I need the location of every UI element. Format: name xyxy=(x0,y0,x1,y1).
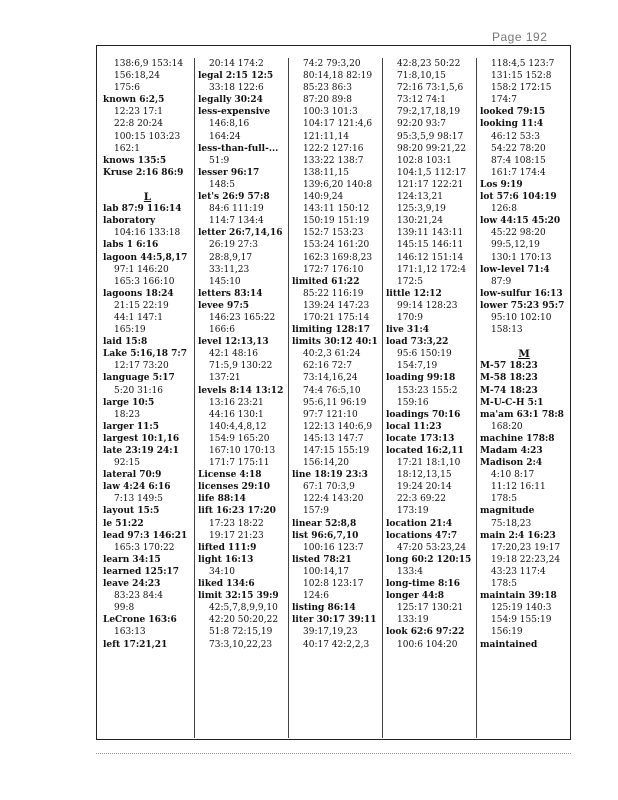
index-refs: 147:15 155:19 xyxy=(303,446,370,456)
index-term: Madison 2:4 xyxy=(480,458,543,469)
index-refs: 146:8,16 xyxy=(209,119,250,130)
index-refs: 157:9 xyxy=(303,506,329,517)
index-refs: 124:6 xyxy=(303,591,329,602)
section-letter: L xyxy=(143,191,152,204)
index-refs: 121:11,14 xyxy=(303,131,349,142)
index-refs: 4:10 8:17 xyxy=(491,470,535,481)
index-refs: 42:5,7,8,9,9,10 xyxy=(209,603,278,614)
index-term: learned 125:17 xyxy=(103,566,180,577)
index-term: lifted 111:9 xyxy=(198,542,257,553)
index-term: letter 26:7,14,16 xyxy=(198,228,283,239)
index-refs: 72:16 73:1,5,6 xyxy=(397,83,464,94)
index-refs: 165:3 170:22 xyxy=(114,542,175,553)
index-refs: 85:22 116:19 xyxy=(303,288,364,299)
index-refs: 156:19 xyxy=(491,627,523,638)
index-refs: 40:17 42:2,2,3 xyxy=(303,639,370,650)
index-refs: 73:3,10,22,23 xyxy=(209,639,273,650)
index-refs: 130:1 170:13 xyxy=(491,252,552,263)
index-term: maintain 39:18 xyxy=(480,591,557,602)
index-refs: 126:8 xyxy=(491,204,517,215)
index-refs: 146:12 151:14 xyxy=(397,252,464,263)
index-term: level 12:13,13 xyxy=(198,337,269,348)
index-refs: 33:18 122:6 xyxy=(209,83,264,94)
index-column-3 xyxy=(288,58,382,738)
index-refs: 44:16 130:1 xyxy=(209,409,264,420)
index-refs: 150:19 151:19 xyxy=(303,216,370,227)
index-refs: 87:4 108:15 xyxy=(491,155,546,166)
index-refs: 152:7 153:23 xyxy=(303,228,364,239)
index-refs: 71:5,9 130:22 xyxy=(209,361,273,372)
index-refs: 47:20 53:23,24 xyxy=(397,542,467,553)
index-refs: 42:8,23 50:22 xyxy=(397,59,461,69)
index-refs: 138:6,9 153:14 xyxy=(114,59,184,69)
index-term: low-sulfur 16:13 xyxy=(480,288,563,299)
index-term: laid 15:8 xyxy=(103,337,148,348)
index-refs: 95:3,5,9 98:17 xyxy=(397,131,464,142)
index-term: Lake 5:16,18 7:7 xyxy=(103,349,188,360)
index-term: levee 97:5 xyxy=(198,300,250,311)
index-refs: 54:22 78:20 xyxy=(491,143,546,154)
index-term: locations 47:7 xyxy=(386,530,458,541)
index-refs: 143:11 150:12 xyxy=(303,204,370,215)
index-refs: 99:8 xyxy=(114,603,135,614)
index-refs: 104:16 133:18 xyxy=(114,228,181,239)
index-refs: 20:14 174:2 xyxy=(209,59,264,69)
index-refs: 79:2,17,18,19 xyxy=(397,107,461,118)
index-term: locate 173:13 xyxy=(386,433,455,444)
index-term: labs 1 6:16 xyxy=(103,240,159,251)
index-refs: 44:1 147:1 xyxy=(114,312,164,323)
index-refs: 18:23 xyxy=(114,409,140,420)
index-refs: 73:14,16,24 xyxy=(303,373,358,384)
index-refs: 145:13 147:7 xyxy=(303,433,364,444)
index-term: low 44:15 45:20 xyxy=(480,216,561,227)
index-term: lagoons 18:24 xyxy=(103,288,174,299)
index-term: let's 26:9 57:8 xyxy=(198,192,270,203)
index-refs: 175:6 xyxy=(114,83,140,94)
index-refs: 51:8 72:15,19 xyxy=(209,627,273,638)
index-refs: 148:5 xyxy=(209,179,235,190)
index-term: learn 34:15 xyxy=(103,554,161,565)
index-refs: 43:23 117:4 xyxy=(491,566,546,577)
index-column-1 xyxy=(100,58,194,738)
index-refs: 100:16 123:7 xyxy=(303,542,364,553)
index-refs: 85:23 86:3 xyxy=(303,83,353,94)
index-refs: 146:23 165:22 xyxy=(209,312,276,323)
index-term: large 10:5 xyxy=(103,397,155,408)
index-refs: 122:13 140:6,9 xyxy=(303,421,373,432)
index-term: load 73:3,22 xyxy=(386,337,449,348)
index-refs: 167:10 170:13 xyxy=(209,446,276,456)
index-term: live 31:4 xyxy=(386,325,430,336)
index-term: limited 61:22 xyxy=(292,276,360,287)
index-refs: 161:7 174:4 xyxy=(491,167,546,178)
index-refs: 97:7 121:10 xyxy=(303,409,358,420)
index-term: looked 79:15 xyxy=(480,107,546,118)
index-refs: 102:8 103:1 xyxy=(397,155,452,166)
index-column-4 xyxy=(382,58,476,738)
index-refs: 165:3 166:10 xyxy=(114,276,175,287)
index-refs: 172:5 xyxy=(397,276,423,287)
index-refs: 171:7 175:11 xyxy=(209,458,270,469)
index-refs: 170:9 xyxy=(397,312,423,323)
index-refs: 99:14 128:23 xyxy=(397,300,458,311)
index-term: lab 87:9 116:14 xyxy=(103,204,182,215)
index-term: list 96:6,7,10 xyxy=(292,530,359,541)
index-refs: 75:18,23 xyxy=(491,518,532,529)
index-term: left 17:21,21 xyxy=(103,639,168,650)
index-term: knows 135:5 xyxy=(103,155,167,166)
index-term: lesser 96:17 xyxy=(198,167,260,178)
index-refs: 122:2 127:16 xyxy=(303,143,364,154)
index-term: letters 83:14 xyxy=(198,288,263,299)
index-term: less-expensive xyxy=(198,107,271,118)
index-refs: 28:8,9,17 xyxy=(209,252,253,263)
index-term: listing 86:14 xyxy=(292,603,356,614)
index-refs: 33:11,23 xyxy=(209,264,250,275)
index-term: linear 52:8,8 xyxy=(292,518,357,529)
index-refs: 162:1 xyxy=(114,143,140,154)
section-spacer xyxy=(480,336,568,348)
index-refs: 22:3 69:22 xyxy=(397,494,447,505)
index-refs: 158:2 172:15 xyxy=(491,83,552,94)
index-term: main 2:4 16:23 xyxy=(480,530,556,541)
index-refs: 83:23 84:4 xyxy=(114,591,164,602)
index-refs: 87:20 89:8 xyxy=(303,95,353,106)
index-refs: 18:12,13,15 xyxy=(397,470,452,481)
index-term: levels 8:14 13:12 xyxy=(198,385,284,396)
index-refs: 19:24 20:14 xyxy=(397,482,452,493)
index-refs: 17:23 18:22 xyxy=(209,518,264,529)
index-refs: 74:4 76:5,10 xyxy=(303,385,361,396)
index-term: liter 30:17 39:11 xyxy=(292,615,377,626)
index-term: M-58 18:23 xyxy=(480,373,538,384)
index-refs: 12:17 73:20 xyxy=(114,361,169,372)
index-refs: 133:22 138:7 xyxy=(303,155,364,166)
index-term: Kruse 2:16 86:9 xyxy=(103,167,184,178)
index-refs: 100:3 101:3 xyxy=(303,107,358,118)
index-refs: 98:20 99:21,22 xyxy=(397,143,467,154)
index-refs: 162:3 169:8,23 xyxy=(303,252,373,263)
index-term: low-level 71:4 xyxy=(480,264,550,275)
index-refs: 21:15 22:19 xyxy=(114,300,169,311)
index-refs: 153:24 161:20 xyxy=(303,240,370,251)
index-refs: 172:7 176:10 xyxy=(303,264,364,275)
index-term: larger 11:5 xyxy=(103,421,159,432)
index-refs: 133:4 xyxy=(397,566,423,577)
index-refs: 84:6 111:19 xyxy=(209,204,264,215)
index-term: language 5:17 xyxy=(103,373,175,384)
index-refs: 13:16 23:21 xyxy=(209,397,264,408)
index-term: le 51:22 xyxy=(103,518,144,529)
index-term: lot 57:6 104:19 xyxy=(480,192,557,203)
index-refs: 145:10 xyxy=(209,276,241,287)
index-refs: 46:12 53:3 xyxy=(491,131,541,142)
index-refs: 154:9 165:20 xyxy=(209,433,270,444)
index-refs: 156:14,20 xyxy=(303,458,349,469)
index-term: limits 30:12 40:1 xyxy=(292,337,378,348)
index-refs: 34:10 xyxy=(209,566,235,577)
index-refs: 121:17 122:21 xyxy=(397,179,464,190)
index-refs: 130:21,24 xyxy=(397,216,443,227)
index-refs: 138:11,15 xyxy=(303,167,349,178)
index-refs: 100:15 103:23 xyxy=(114,131,181,142)
index-refs: 100:6 104:20 xyxy=(397,639,458,650)
page-label: Page 192 xyxy=(492,30,548,44)
index-refs: 80:14,18 82:19 xyxy=(303,71,373,82)
index-term: long 60:2 120:15 xyxy=(386,554,472,565)
index-refs: 87:9 xyxy=(491,276,512,287)
index-term: M-U-C-H 5:1 xyxy=(480,397,544,408)
index-term: machine 178:8 xyxy=(480,433,555,444)
index-refs: 62:16 72:7 xyxy=(303,361,353,372)
index-refs: 5:20 31:16 xyxy=(114,385,164,396)
index-term: layout 15:5 xyxy=(103,506,160,517)
index-refs: 17:21 18:1,10 xyxy=(397,458,461,469)
index-refs: 39:17,19,23 xyxy=(303,627,358,638)
index-column-5 xyxy=(476,58,570,738)
index-refs: 173:19 xyxy=(397,506,429,517)
index-term: M-74 18:23 xyxy=(480,385,538,396)
section-spacer xyxy=(103,179,192,191)
index-term: LeCrone 163:6 xyxy=(103,615,177,626)
index-term: location 21:4 xyxy=(386,518,453,529)
index-refs: 97:1 146:20 xyxy=(114,264,169,275)
index-refs: 51:9 xyxy=(209,155,230,166)
index-term: laboratory xyxy=(103,216,156,227)
index-term: known 6:2,5 xyxy=(103,95,165,106)
index-term: late 23:19 24:1 xyxy=(103,446,179,456)
index-refs: 137:21 xyxy=(209,373,241,384)
index-refs: 118:4,5 123:7 xyxy=(491,59,555,69)
index-term: limiting 128:17 xyxy=(292,325,370,336)
index-term: Madam 4:23 xyxy=(480,446,543,456)
index-term: legal 2:15 12:5 xyxy=(198,71,274,82)
index-refs: 67:1 70:3,9 xyxy=(303,482,355,493)
index-refs: 7:13 149:5 xyxy=(114,494,164,505)
index-term: loadings 70:16 xyxy=(386,409,461,420)
index-refs: 12:23 17:1 xyxy=(114,107,164,118)
index-term: M-57 18:23 xyxy=(480,361,538,372)
index-term: looking 11:4 xyxy=(480,119,544,130)
index-term: listed 78:21 xyxy=(292,554,352,565)
index-refs: 131:15 152:8 xyxy=(491,71,552,82)
index-term: lateral 70:9 xyxy=(103,470,162,481)
index-refs: 99:5,12,19 xyxy=(491,240,540,251)
index-refs: 154:7,19 xyxy=(397,361,438,372)
index-refs: 165:19 xyxy=(114,325,146,336)
index-term: lower 75:23 95:7 xyxy=(480,300,565,311)
index-term: little 12:12 xyxy=(386,288,442,299)
index-term: look 62:6 97:22 xyxy=(386,627,465,638)
index-refs: 124:13,21 xyxy=(397,192,443,203)
index-term: lead 97:3 146:21 xyxy=(103,530,188,541)
index-refs: 153:23 155:2 xyxy=(397,385,458,396)
index-refs: 178:5 xyxy=(491,494,517,505)
index-refs: 17:20,23 19:17 xyxy=(491,542,561,553)
index-refs: 95:6 150:19 xyxy=(397,349,452,360)
index-refs: 95:10 102:10 xyxy=(491,312,552,323)
index-refs: 139:6,20 140:8 xyxy=(303,179,373,190)
index-refs: 92:15 xyxy=(114,458,140,469)
index-refs: 71:8,10,15 xyxy=(397,71,446,82)
index-term: leave 24:23 xyxy=(103,579,161,590)
index-refs: 104:17 121:4,6 xyxy=(303,119,373,130)
index-refs: 168:20 xyxy=(491,421,523,432)
index-refs: 156:18,24 xyxy=(114,71,160,82)
index-refs: 40:2,3 61:24 xyxy=(303,349,361,360)
index-refs: 133:19 xyxy=(397,615,429,626)
index-refs: 139:24 147:23 xyxy=(303,300,370,311)
index-refs: 42:1 48:16 xyxy=(209,349,259,360)
bottom-rule xyxy=(96,753,571,754)
index-refs: 22:8 20:24 xyxy=(114,119,164,130)
index-term: ma'am 63:1 78:8 xyxy=(480,409,564,420)
index-refs: 73:12 74:1 xyxy=(397,95,447,106)
index-term: licenses 29:10 xyxy=(198,482,270,493)
index-term: loading 99:18 xyxy=(386,373,456,384)
index-refs: 11:12 16:11 xyxy=(491,482,546,493)
index-refs: 19:17 21:23 xyxy=(209,530,264,541)
index-term: lift 16:23 17:20 xyxy=(198,506,276,517)
index-columns xyxy=(100,58,570,738)
index-term: legally 30:24 xyxy=(198,95,263,106)
index-refs: 125:3,9,19 xyxy=(397,204,446,215)
index-refs: 114:7 134:4 xyxy=(209,216,264,227)
index-refs: 171:1,12 172:4 xyxy=(397,264,467,275)
index-refs: 100:14,17 xyxy=(303,566,349,577)
index-refs: 163:13 xyxy=(114,627,146,638)
index-term: long-time 8:16 xyxy=(386,579,461,590)
index-term: less-than-full-... xyxy=(198,143,279,154)
index-refs: 174:7 xyxy=(491,95,517,106)
index-refs: 42:20 50:20,22 xyxy=(209,615,279,626)
index-refs: 158:13 xyxy=(491,325,523,336)
index-term: largest 10:1,16 xyxy=(103,433,180,444)
index-refs: 74:2 79:3,20 xyxy=(303,59,361,69)
index-term: magnitude xyxy=(480,506,535,517)
index-term: line 18:19 23:3 xyxy=(292,470,368,481)
index-refs: 95:6,11 96:19 xyxy=(303,397,367,408)
index-term: maintained xyxy=(480,639,538,650)
index-refs: 164:24 xyxy=(209,131,241,142)
index-refs: 178:5 xyxy=(491,579,517,590)
index-term: located 16:2,11 xyxy=(386,446,464,456)
index-term: light 16:13 xyxy=(198,554,254,565)
section-letter: M xyxy=(518,348,530,361)
index-refs: 154:9 155:19 xyxy=(491,615,552,626)
index-refs: 104:1,5 112:17 xyxy=(397,167,467,178)
index-refs: 125:19 140:3 xyxy=(491,603,552,614)
index-refs: 102:8 123:17 xyxy=(303,579,364,590)
index-refs: 26:19 27:3 xyxy=(209,240,259,251)
index-term: law 4:24 6:16 xyxy=(103,482,171,493)
index-refs: 166:6 xyxy=(209,325,235,336)
index-term: License 4:18 xyxy=(198,470,262,481)
index-column-2 xyxy=(194,58,288,738)
index-refs: 122:4 143:20 xyxy=(303,494,364,505)
index-term: limit 32:15 39:9 xyxy=(198,591,279,602)
index-refs: 140:9,24 xyxy=(303,192,344,203)
index-refs: 139:11 143:11 xyxy=(397,228,464,239)
index-term: local 11:23 xyxy=(386,421,442,432)
index-refs: 19:18 22:23,24 xyxy=(491,554,561,565)
index-refs: 92:20 93:7 xyxy=(397,119,447,130)
index-term: liked 134:6 xyxy=(198,579,255,590)
index-refs: 45:22 98:20 xyxy=(491,228,546,239)
index-term: lagoon 44:5,8,17 xyxy=(103,252,188,263)
index-refs: 125:17 130:21 xyxy=(397,603,464,614)
index-term: Los 9:19 xyxy=(480,179,523,190)
index-refs: 170:21 175:14 xyxy=(303,312,370,323)
index-refs: 145:15 146:11 xyxy=(397,240,464,251)
index-term: life 88:14 xyxy=(198,494,246,505)
index-refs: 140:4,4,8,12 xyxy=(209,421,267,432)
index-refs: 159:16 xyxy=(397,397,429,408)
index-term: longer 44:8 xyxy=(386,591,444,602)
